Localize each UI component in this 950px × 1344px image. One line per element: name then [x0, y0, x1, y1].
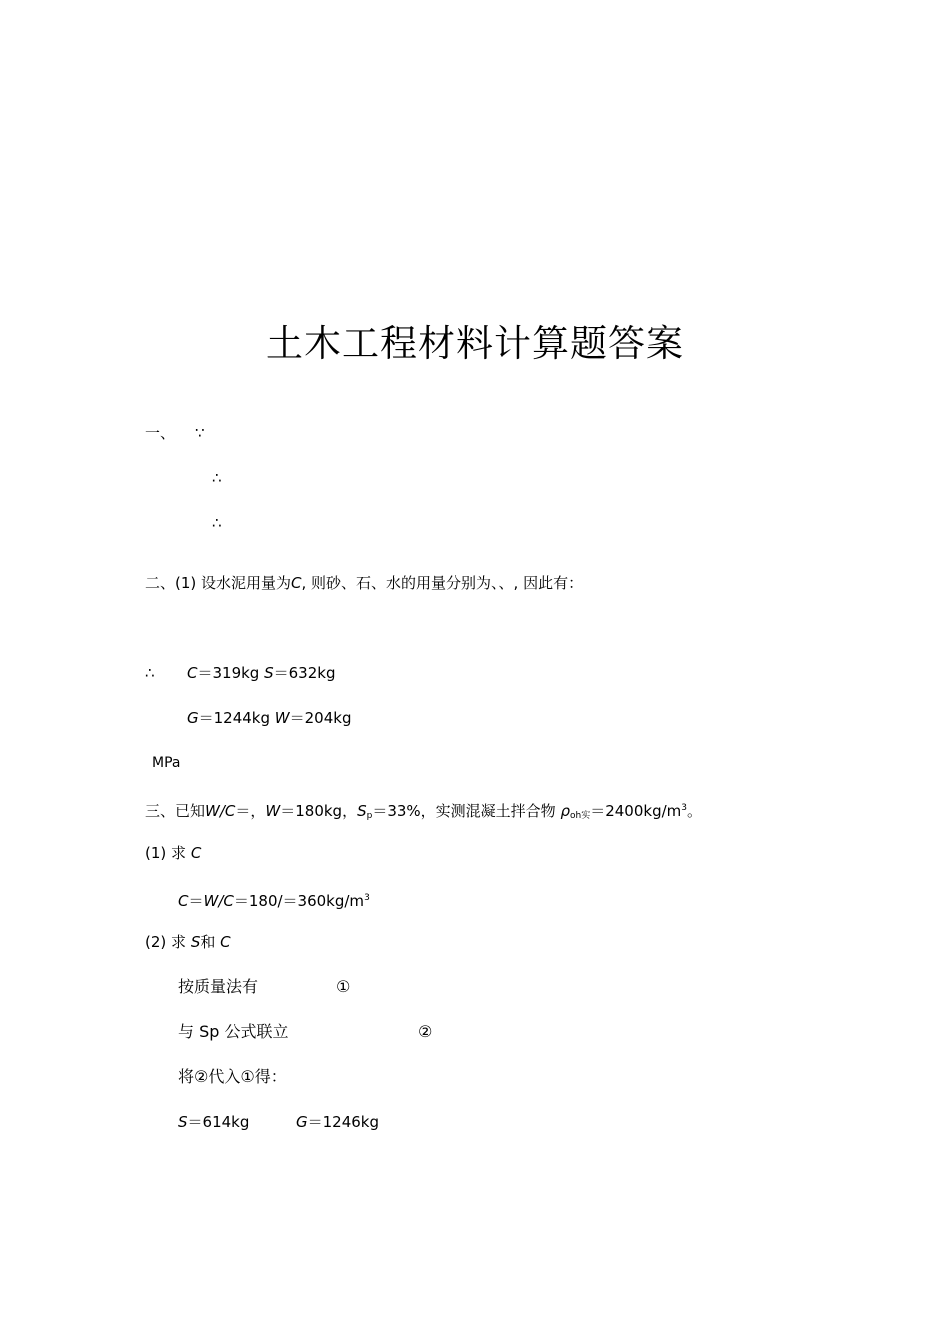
- final-s-variable: S: [178, 1113, 188, 1131]
- given-prefix: 三、已知: [145, 802, 206, 820]
- result-g-w: [187, 707, 351, 729]
- final-s-value: ＝614kg: [187, 1113, 250, 1131]
- rho-superscript: 3: [681, 803, 687, 813]
- eq-equals: ＝: [188, 892, 204, 910]
- question-1: [145, 842, 201, 864]
- eq-wc-variable: W/C: [203, 892, 234, 910]
- cement-equation: [178, 887, 370, 912]
- rho-equals: ＝2400kg/m: [590, 802, 682, 820]
- c-variable: C: [187, 664, 198, 682]
- eq-value: ＝180/＝360kg/m: [233, 892, 365, 910]
- w-value: ＝204kg: [289, 709, 352, 727]
- final-g-value: ＝1246kg: [307, 1113, 380, 1131]
- therefore-symbol-2: ∴: [212, 514, 222, 532]
- q2-and: 和: [200, 933, 216, 951]
- therefore-symbol-3: ∴: [145, 664, 155, 682]
- w-equals: ＝180kg，: [280, 802, 358, 820]
- q2-label: (2) 求: [145, 933, 187, 951]
- eq-c-variable: C: [178, 892, 189, 910]
- s-variable: S: [264, 664, 274, 682]
- mass-method-text: 按质量法有: [178, 977, 259, 996]
- section2-intro-prefix: 二、(1) 设水泥用量为: [145, 574, 292, 592]
- substitute-text: 将②代入①得：: [178, 1067, 287, 1086]
- final-g-result: [296, 1111, 379, 1133]
- sp-equals: ＝33%，实测混凝土拌合物: [372, 802, 556, 820]
- question-2: [145, 931, 231, 953]
- because-symbol: ∵: [195, 424, 205, 442]
- eq-superscript: 3: [364, 893, 370, 903]
- sp-subscript: p: [366, 811, 373, 821]
- g-variable: G: [187, 709, 199, 727]
- section2-intro: [145, 572, 583, 594]
- wc-variable: W/C: [205, 802, 236, 820]
- page-title: 土木工程材料计算题答案: [266, 322, 684, 365]
- final-s-result: [178, 1111, 249, 1133]
- wc-equals: ＝，: [235, 802, 266, 820]
- q1-variable: C: [190, 844, 202, 862]
- sp-variable: S: [357, 802, 367, 820]
- rho-end: 。: [687, 802, 703, 820]
- section3-given: [145, 797, 702, 827]
- rho-subscript: oh实: [569, 811, 591, 821]
- sp-formula-text: 与 Sp 公式联立: [178, 1022, 289, 1041]
- result-c-s: [187, 662, 335, 684]
- w-variable: W: [265, 802, 281, 820]
- equation-2-marker: ②: [418, 1022, 433, 1041]
- w-variable: W: [274, 709, 290, 727]
- cement-variable: C: [291, 574, 302, 592]
- q2-s-variable: S: [190, 933, 201, 951]
- rho-symbol: ρ: [560, 802, 570, 820]
- therefore-symbol-1: ∴: [212, 469, 222, 487]
- section2-intro-suffix: , 则砂、石、水的用量分别为、、, 因此有：: [301, 574, 584, 592]
- q1-label: (1) 求: [145, 844, 187, 862]
- c-value: ＝319kg: [197, 664, 260, 682]
- section1-label: 一、: [145, 424, 176, 442]
- equation-1-marker: ①: [336, 977, 351, 996]
- s-value: ＝632kg: [273, 664, 336, 682]
- g-value: ＝1244kg: [198, 709, 271, 727]
- mpa-unit: MPa: [152, 755, 181, 771]
- q2-c-variable: C: [220, 933, 231, 951]
- final-g-variable: G: [296, 1113, 308, 1131]
